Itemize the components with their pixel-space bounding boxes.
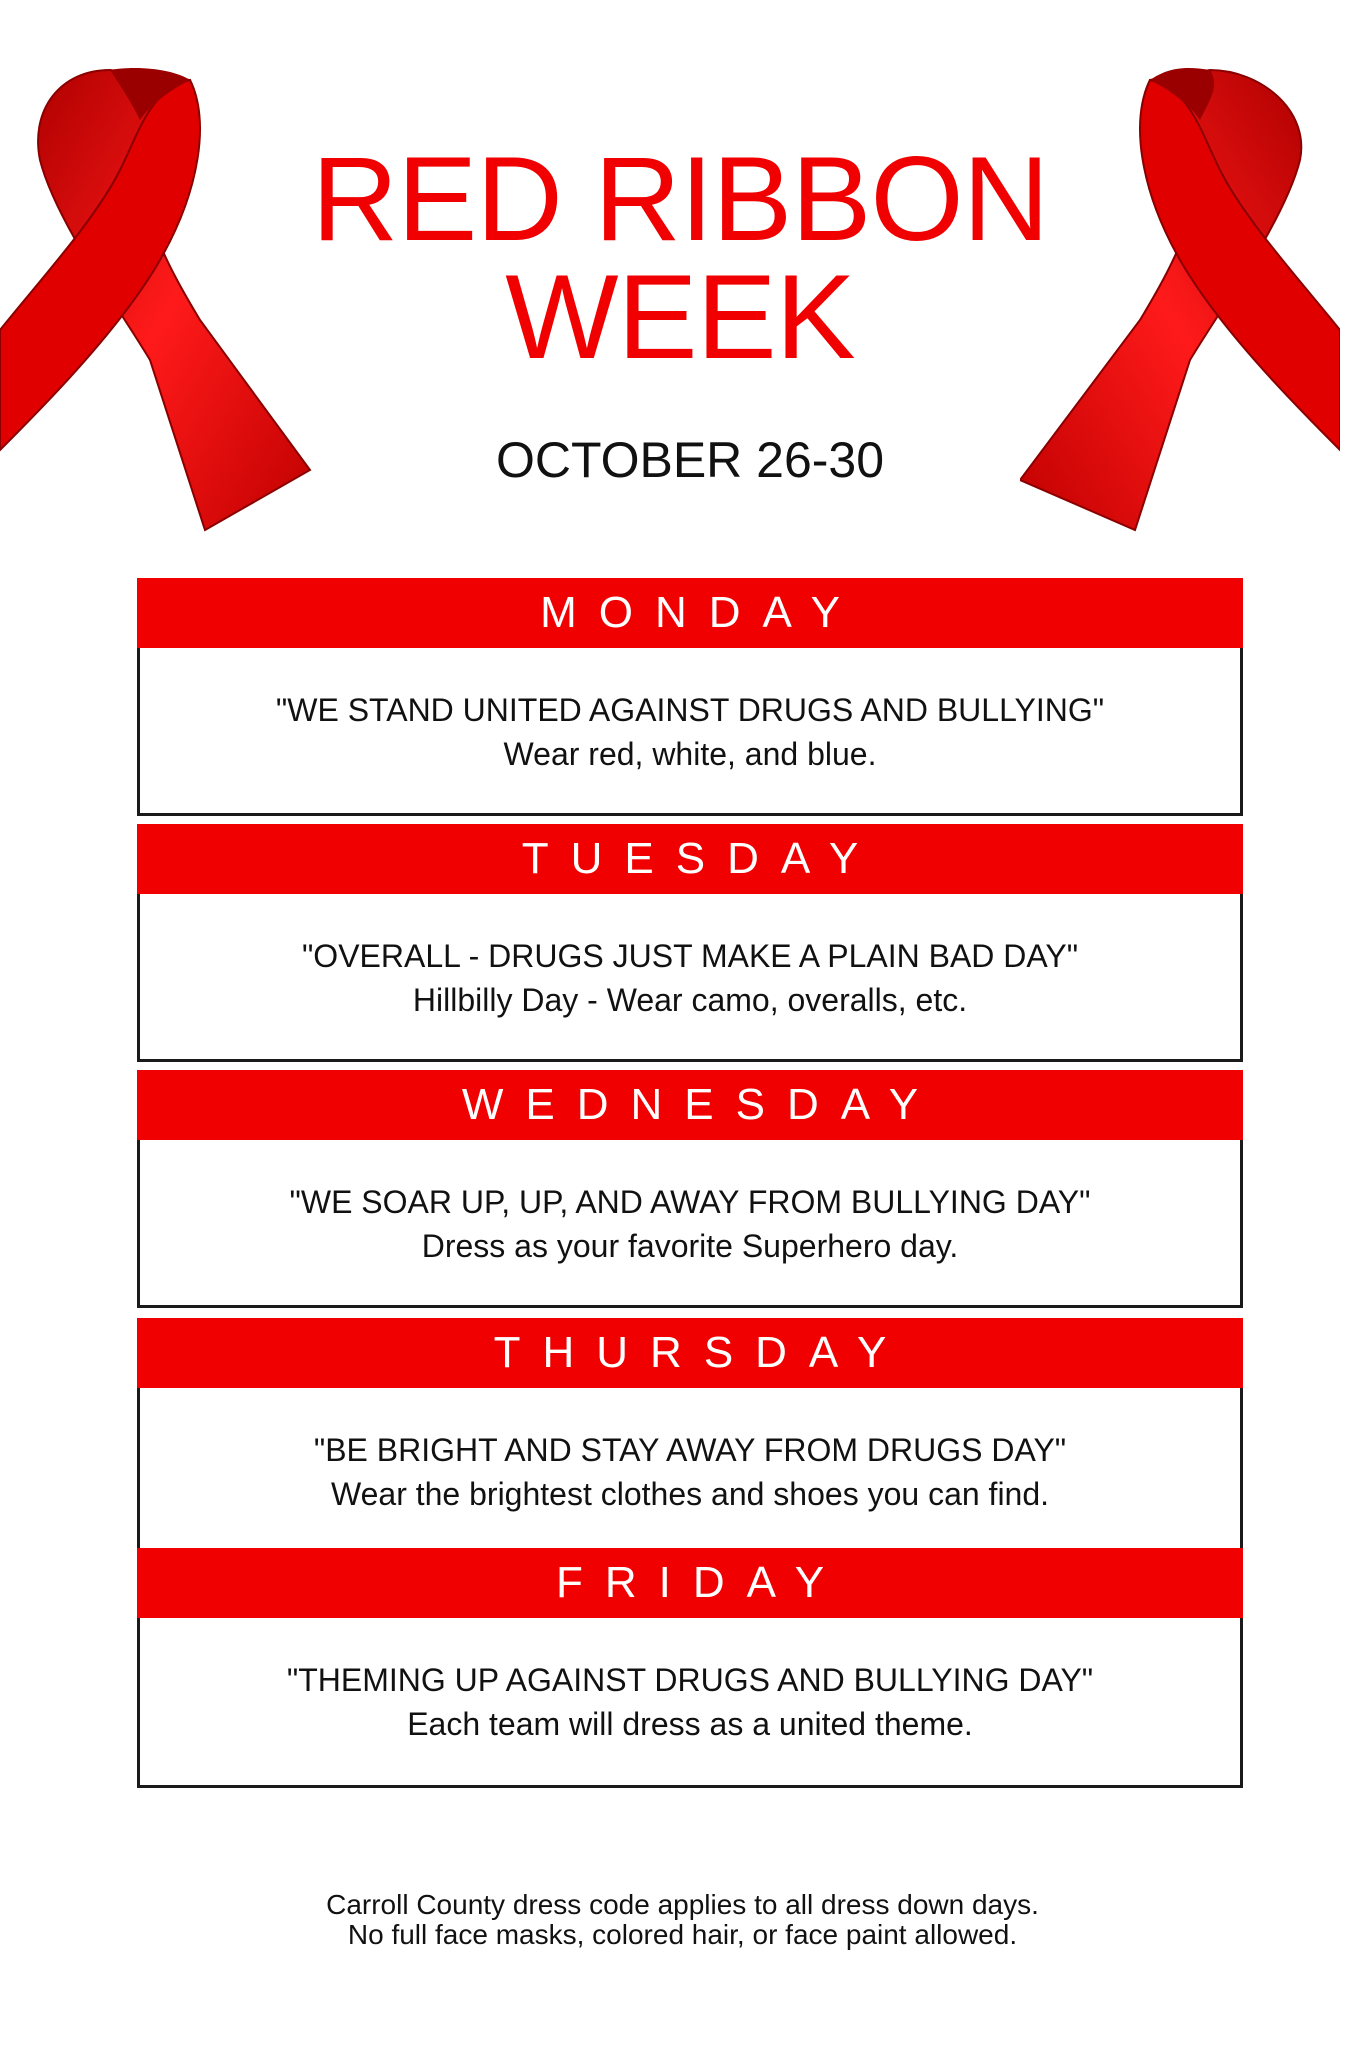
event-dates: OCTOBER 26-30 [495, 432, 885, 488]
day-body-friday [140, 1618, 1240, 1746]
day-header-monday: MONDAY [137, 578, 1243, 648]
dress-code-note [200, 1890, 1165, 1950]
day-body-monday [140, 648, 1240, 776]
day-theme: "BE BRIGHT AND STAY AWAY FROM DRUGS DAY" [313, 1432, 1067, 1468]
footer-line-1: Carroll County dress code applies to all dress down days. [326, 1889, 1039, 1920]
day-theme: "WE STAND UNITED AGAINST DRUGS AND BULLYING" [275, 692, 1105, 728]
day-header-wednesday: WEDNESDAY [137, 1070, 1243, 1140]
day-card-tuesday [137, 824, 1243, 1062]
day-header-friday: FRIDAY [137, 1548, 1243, 1618]
day-description: Dress as your favorite Superhero day. [421, 1228, 959, 1264]
day-description: Wear red, white, and blue. [503, 736, 877, 772]
day-theme: "OVERALL - DRUGS JUST MAKE A PLAIN BAD DAY" [301, 938, 1079, 974]
day-description: Wear the brightest clothes and shoes you can find. [330, 1476, 1050, 1512]
day-card-wednesday [137, 1070, 1243, 1308]
title-line-2: WEEK [505, 250, 855, 384]
day-description: Each team will dress as a united theme. [407, 1706, 973, 1742]
day-theme: "WE SOAR UP, UP, AND AWAY FROM BULLYING DAY" [289, 1184, 1091, 1220]
day-description: Hillbilly Day - Wear camo, overalls, etc. [412, 982, 968, 1018]
day-body-tuesday [140, 894, 1240, 1022]
day-header-thursday: THURSDAY [137, 1318, 1243, 1388]
day-theme: "THEMING UP AGAINST DRUGS AND BULLYING DAY" [286, 1662, 1094, 1698]
title-line-1: RED RIBBON [311, 132, 1049, 266]
day-card-friday [137, 1548, 1243, 1788]
page-title [230, 132, 1130, 384]
day-body-wednesday [140, 1140, 1240, 1268]
day-card-thursday [137, 1318, 1243, 1556]
day-card-monday [137, 578, 1243, 816]
day-header-tuesday: TUESDAY [137, 824, 1243, 894]
day-body-thursday [140, 1388, 1240, 1516]
footer-line-2: No full face masks, colored hair, or face paint allowed. [347, 1919, 1018, 1950]
